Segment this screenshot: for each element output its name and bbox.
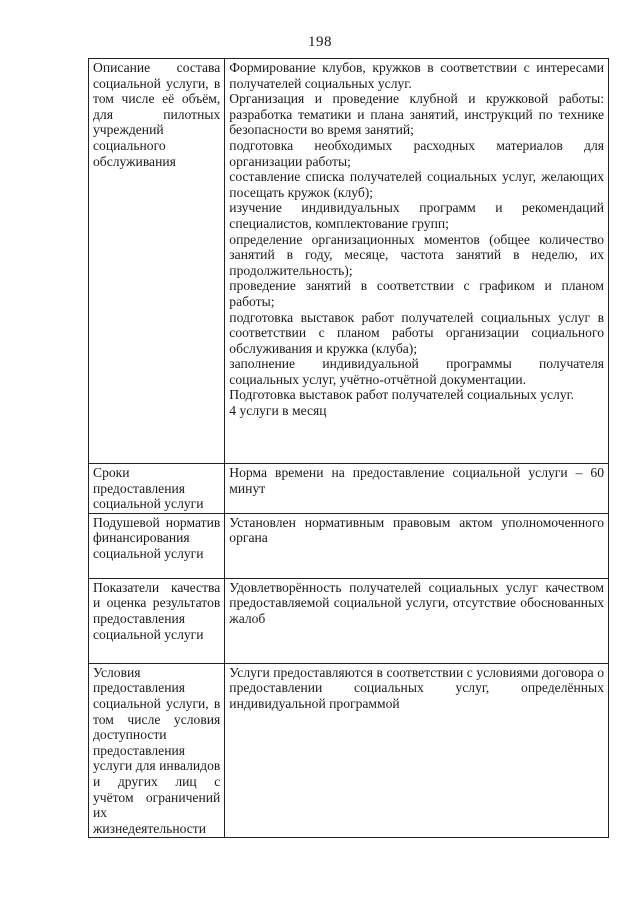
table-row (89, 513, 609, 578)
table-row (89, 663, 609, 838)
row-label-financing: Подушевой норматив финансирования социальной услуги (89, 513, 225, 578)
content-paragraph: подготовка выставок работ получателей социальных услуг в соответствии с планом работы организации социального обслуживания и кружка (клуба); (229, 309, 604, 356)
row-label-terms: Сроки предоставления социальной услуги (89, 464, 225, 514)
content-paragraph: Услуги предоставляются в соответствии с условиями договора о предоставлении социальных услуг, определённых индивидуальной программой (229, 664, 604, 711)
content-paragraph: Норма времени на предоставление социальной услуги – 60 минут (229, 465, 604, 496)
content-paragraph: заполнение индивидуальной программы получателя социальных услуг, учётно-отчётной документации. (229, 356, 604, 387)
page-number: 198 (308, 34, 332, 50)
content-paragraph: Удовлетворённость получателей социальных услуг качеством предоставляемой социальной услуги, отсутствие обоснованных жалоб (229, 579, 604, 626)
row-content-financing (225, 513, 609, 578)
content-paragraph: Формирование клубов, кружков в соответствии с интересами получателей социальных услуг. (229, 60, 604, 91)
content-paragraph: составление списка получателей социальных услуг, желающих посещать кружок (клуб); (229, 169, 604, 200)
row-content-conditions (225, 663, 609, 838)
row-label-description: Описание состава социальной услуги, в том числе её объём, для пилотных учреждений социального обслуживания (89, 59, 225, 464)
content-paragraph: Установлен нормативным правовым актом уполномоченного органа (229, 514, 604, 546)
content-paragraph: Организация и проведение клубной и кружковой работы: разработка тематики и плана занятий, инструкций по технике безопасности во время занятий; (229, 91, 604, 138)
row-label-conditions: Условия предоставления социальной услуги, в том числе условия доступности предоставления услуги для инвалидов и других лиц с учётом ограничений их жизнедеятельности (89, 663, 225, 838)
service-description-table (88, 58, 609, 838)
content-paragraph: подготовка необходимых расходных материалов для организации работы; (229, 137, 604, 169)
table-row (89, 464, 609, 514)
row-label-quality: Показатели качества и оценка результатов предоставления социальной услуги (89, 578, 225, 663)
table-row (89, 578, 609, 663)
table-row (89, 59, 609, 464)
content-paragraph: определение организационных моментов (общее количество занятий в году, месяце, частота занятий в неделю, их продолжительность); (229, 231, 604, 278)
content-paragraph: проведение занятий в соответствии с графиком и планом работы; (229, 278, 604, 309)
row-content-quality (225, 578, 609, 663)
content-paragraph: 4 услуги в месяц (229, 403, 327, 419)
content-paragraph: Подготовка выставок работ получателей социальных услуг. (229, 387, 575, 403)
row-content-terms (225, 464, 609, 514)
content-paragraph: изучение индивидуальных программ и рекомендаций специалистов, комплектование групп; (229, 200, 604, 231)
row-content-description (225, 59, 609, 464)
